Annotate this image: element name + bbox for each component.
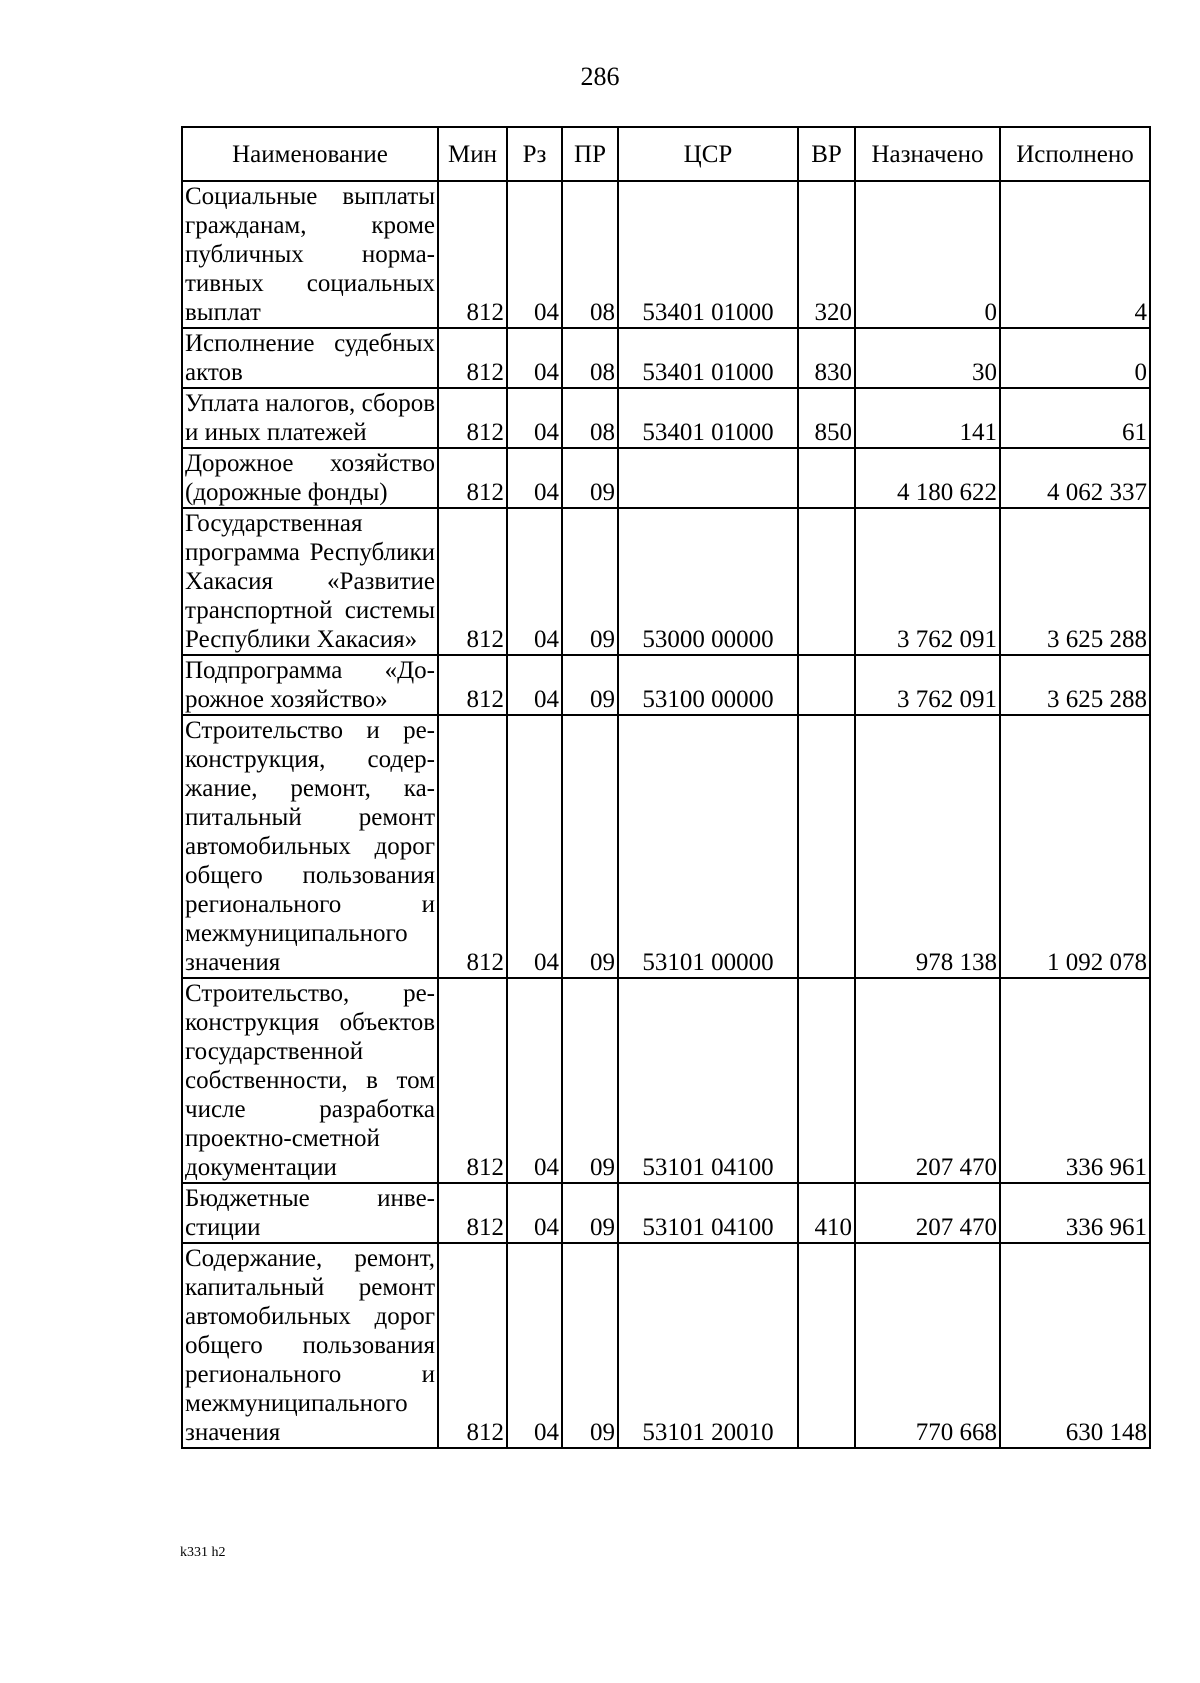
header-pr: ПР xyxy=(562,127,618,181)
cell-rz: 04 xyxy=(507,1243,562,1448)
cell-vr: 320 xyxy=(798,181,855,328)
table-row xyxy=(182,388,1150,448)
cell-min: 812 xyxy=(438,388,507,448)
cell-executed: 4 062 337 xyxy=(1000,448,1150,508)
cell-vr xyxy=(798,508,855,655)
cell-assigned: 770 668 xyxy=(855,1243,1000,1448)
header-name: Наименование xyxy=(182,127,438,181)
cell-min: 812 xyxy=(438,655,507,715)
cell-csr: 53100 00000 xyxy=(618,655,798,715)
cell-rz: 04 xyxy=(507,508,562,655)
table-header-row xyxy=(182,127,1150,181)
cell-pr: 09 xyxy=(562,978,618,1183)
cell-csr: 53401 01000 xyxy=(618,181,798,328)
table-row xyxy=(182,655,1150,715)
cell-rz: 04 xyxy=(507,328,562,388)
cell-pr: 09 xyxy=(562,715,618,978)
table-row xyxy=(182,508,1150,655)
cell-name: Дорожное хозяйство (дорожные фонды) xyxy=(182,448,438,508)
cell-pr: 09 xyxy=(562,1243,618,1448)
cell-name: Подпрограмма «Дорожное хозяйство» xyxy=(182,655,438,715)
cell-rz: 04 xyxy=(507,715,562,978)
cell-executed: 336 961 xyxy=(1000,1183,1150,1243)
budget-table xyxy=(181,126,1151,1449)
header-assigned: Назначено xyxy=(855,127,1000,181)
cell-min: 812 xyxy=(438,1243,507,1448)
cell-executed: 4 xyxy=(1000,181,1150,328)
cell-csr: 53000 00000 xyxy=(618,508,798,655)
header-executed: Исполнено xyxy=(1000,127,1150,181)
cell-rz: 04 xyxy=(507,978,562,1183)
cell-name: Бюджетные инвестиции xyxy=(182,1183,438,1243)
cell-vr: 850 xyxy=(798,388,855,448)
cell-executed: 630 148 xyxy=(1000,1243,1150,1448)
table-row xyxy=(182,448,1150,508)
cell-rz: 04 xyxy=(507,655,562,715)
header-min: Мин xyxy=(438,127,507,181)
table-row xyxy=(182,715,1150,978)
cell-name: Строительство и реконструкция, содержание, ремонт, капитальный ремонт автомобильных дорог общего пользования регионального и межмуниципального значения xyxy=(182,715,438,978)
cell-assigned: 3 762 091 xyxy=(855,508,1000,655)
cell-assigned: 207 470 xyxy=(855,978,1000,1183)
cell-executed: 1 092 078 xyxy=(1000,715,1150,978)
cell-name: Строительство, реконструкция объектов государственной собственности, в том числе разработка проектно-сметной документации xyxy=(182,978,438,1183)
cell-executed: 0 xyxy=(1000,328,1150,388)
cell-csr: 53401 01000 xyxy=(618,388,798,448)
table-row xyxy=(182,1243,1150,1448)
cell-assigned: 141 xyxy=(855,388,1000,448)
cell-vr: 410 xyxy=(798,1183,855,1243)
cell-name: Содержание, ремонт, капитальный ремонт автомобильных дорог общего пользования регионального и межмуниципального значения xyxy=(182,1243,438,1448)
table-row xyxy=(182,1183,1150,1243)
cell-vr: 830 xyxy=(798,328,855,388)
header-csr: ЦСР xyxy=(618,127,798,181)
cell-csr: 53101 04100 xyxy=(618,978,798,1183)
cell-vr xyxy=(798,978,855,1183)
header-vr: ВР xyxy=(798,127,855,181)
cell-pr: 09 xyxy=(562,448,618,508)
cell-pr: 09 xyxy=(562,508,618,655)
cell-rz: 04 xyxy=(507,1183,562,1243)
cell-executed: 3 625 288 xyxy=(1000,508,1150,655)
cell-pr: 08 xyxy=(562,328,618,388)
cell-min: 812 xyxy=(438,715,507,978)
cell-min: 812 xyxy=(438,448,507,508)
cell-executed: 3 625 288 xyxy=(1000,655,1150,715)
cell-vr xyxy=(798,448,855,508)
header-rz: Рз xyxy=(507,127,562,181)
cell-name: Уплата налогов, сборов и иных платежей xyxy=(182,388,438,448)
cell-csr: 53101 00000 xyxy=(618,715,798,978)
cell-pr: 09 xyxy=(562,655,618,715)
cell-name: Исполнение судебных актов xyxy=(182,328,438,388)
cell-vr xyxy=(798,1243,855,1448)
cell-csr xyxy=(618,448,798,508)
cell-assigned: 207 470 xyxy=(855,1183,1000,1243)
cell-vr xyxy=(798,715,855,978)
table-row xyxy=(182,181,1150,328)
cell-min: 812 xyxy=(438,508,507,655)
cell-rz: 04 xyxy=(507,448,562,508)
cell-min: 812 xyxy=(438,328,507,388)
cell-assigned: 0 xyxy=(855,181,1000,328)
cell-vr xyxy=(798,655,855,715)
cell-assigned: 3 762 091 xyxy=(855,655,1000,715)
table-row xyxy=(182,978,1150,1183)
page-number: 286 xyxy=(580,62,620,91)
cell-assigned: 4 180 622 xyxy=(855,448,1000,508)
cell-min: 812 xyxy=(438,181,507,328)
cell-min: 812 xyxy=(438,978,507,1183)
table-row xyxy=(182,328,1150,388)
cell-min: 812 xyxy=(438,1183,507,1243)
cell-pr: 08 xyxy=(562,388,618,448)
document-code: k331 h2 xyxy=(180,1545,226,1560)
cell-rz: 04 xyxy=(507,181,562,328)
cell-executed: 61 xyxy=(1000,388,1150,448)
cell-rz: 04 xyxy=(507,388,562,448)
cell-name: Государственная программа Республики Хакасия «Развитие транспортной системы Республики Хакасия» xyxy=(182,508,438,655)
cell-pr: 08 xyxy=(562,181,618,328)
cell-csr: 53401 01000 xyxy=(618,328,798,388)
cell-csr: 53101 04100 xyxy=(618,1183,798,1243)
cell-pr: 09 xyxy=(562,1183,618,1243)
cell-assigned: 978 138 xyxy=(855,715,1000,978)
cell-name: Социальные выплаты гражданам, кроме публичных нормативных социальных выплат xyxy=(182,181,438,328)
cell-assigned: 30 xyxy=(855,328,1000,388)
cell-executed: 336 961 xyxy=(1000,978,1150,1183)
cell-csr: 53101 20010 xyxy=(618,1243,798,1448)
